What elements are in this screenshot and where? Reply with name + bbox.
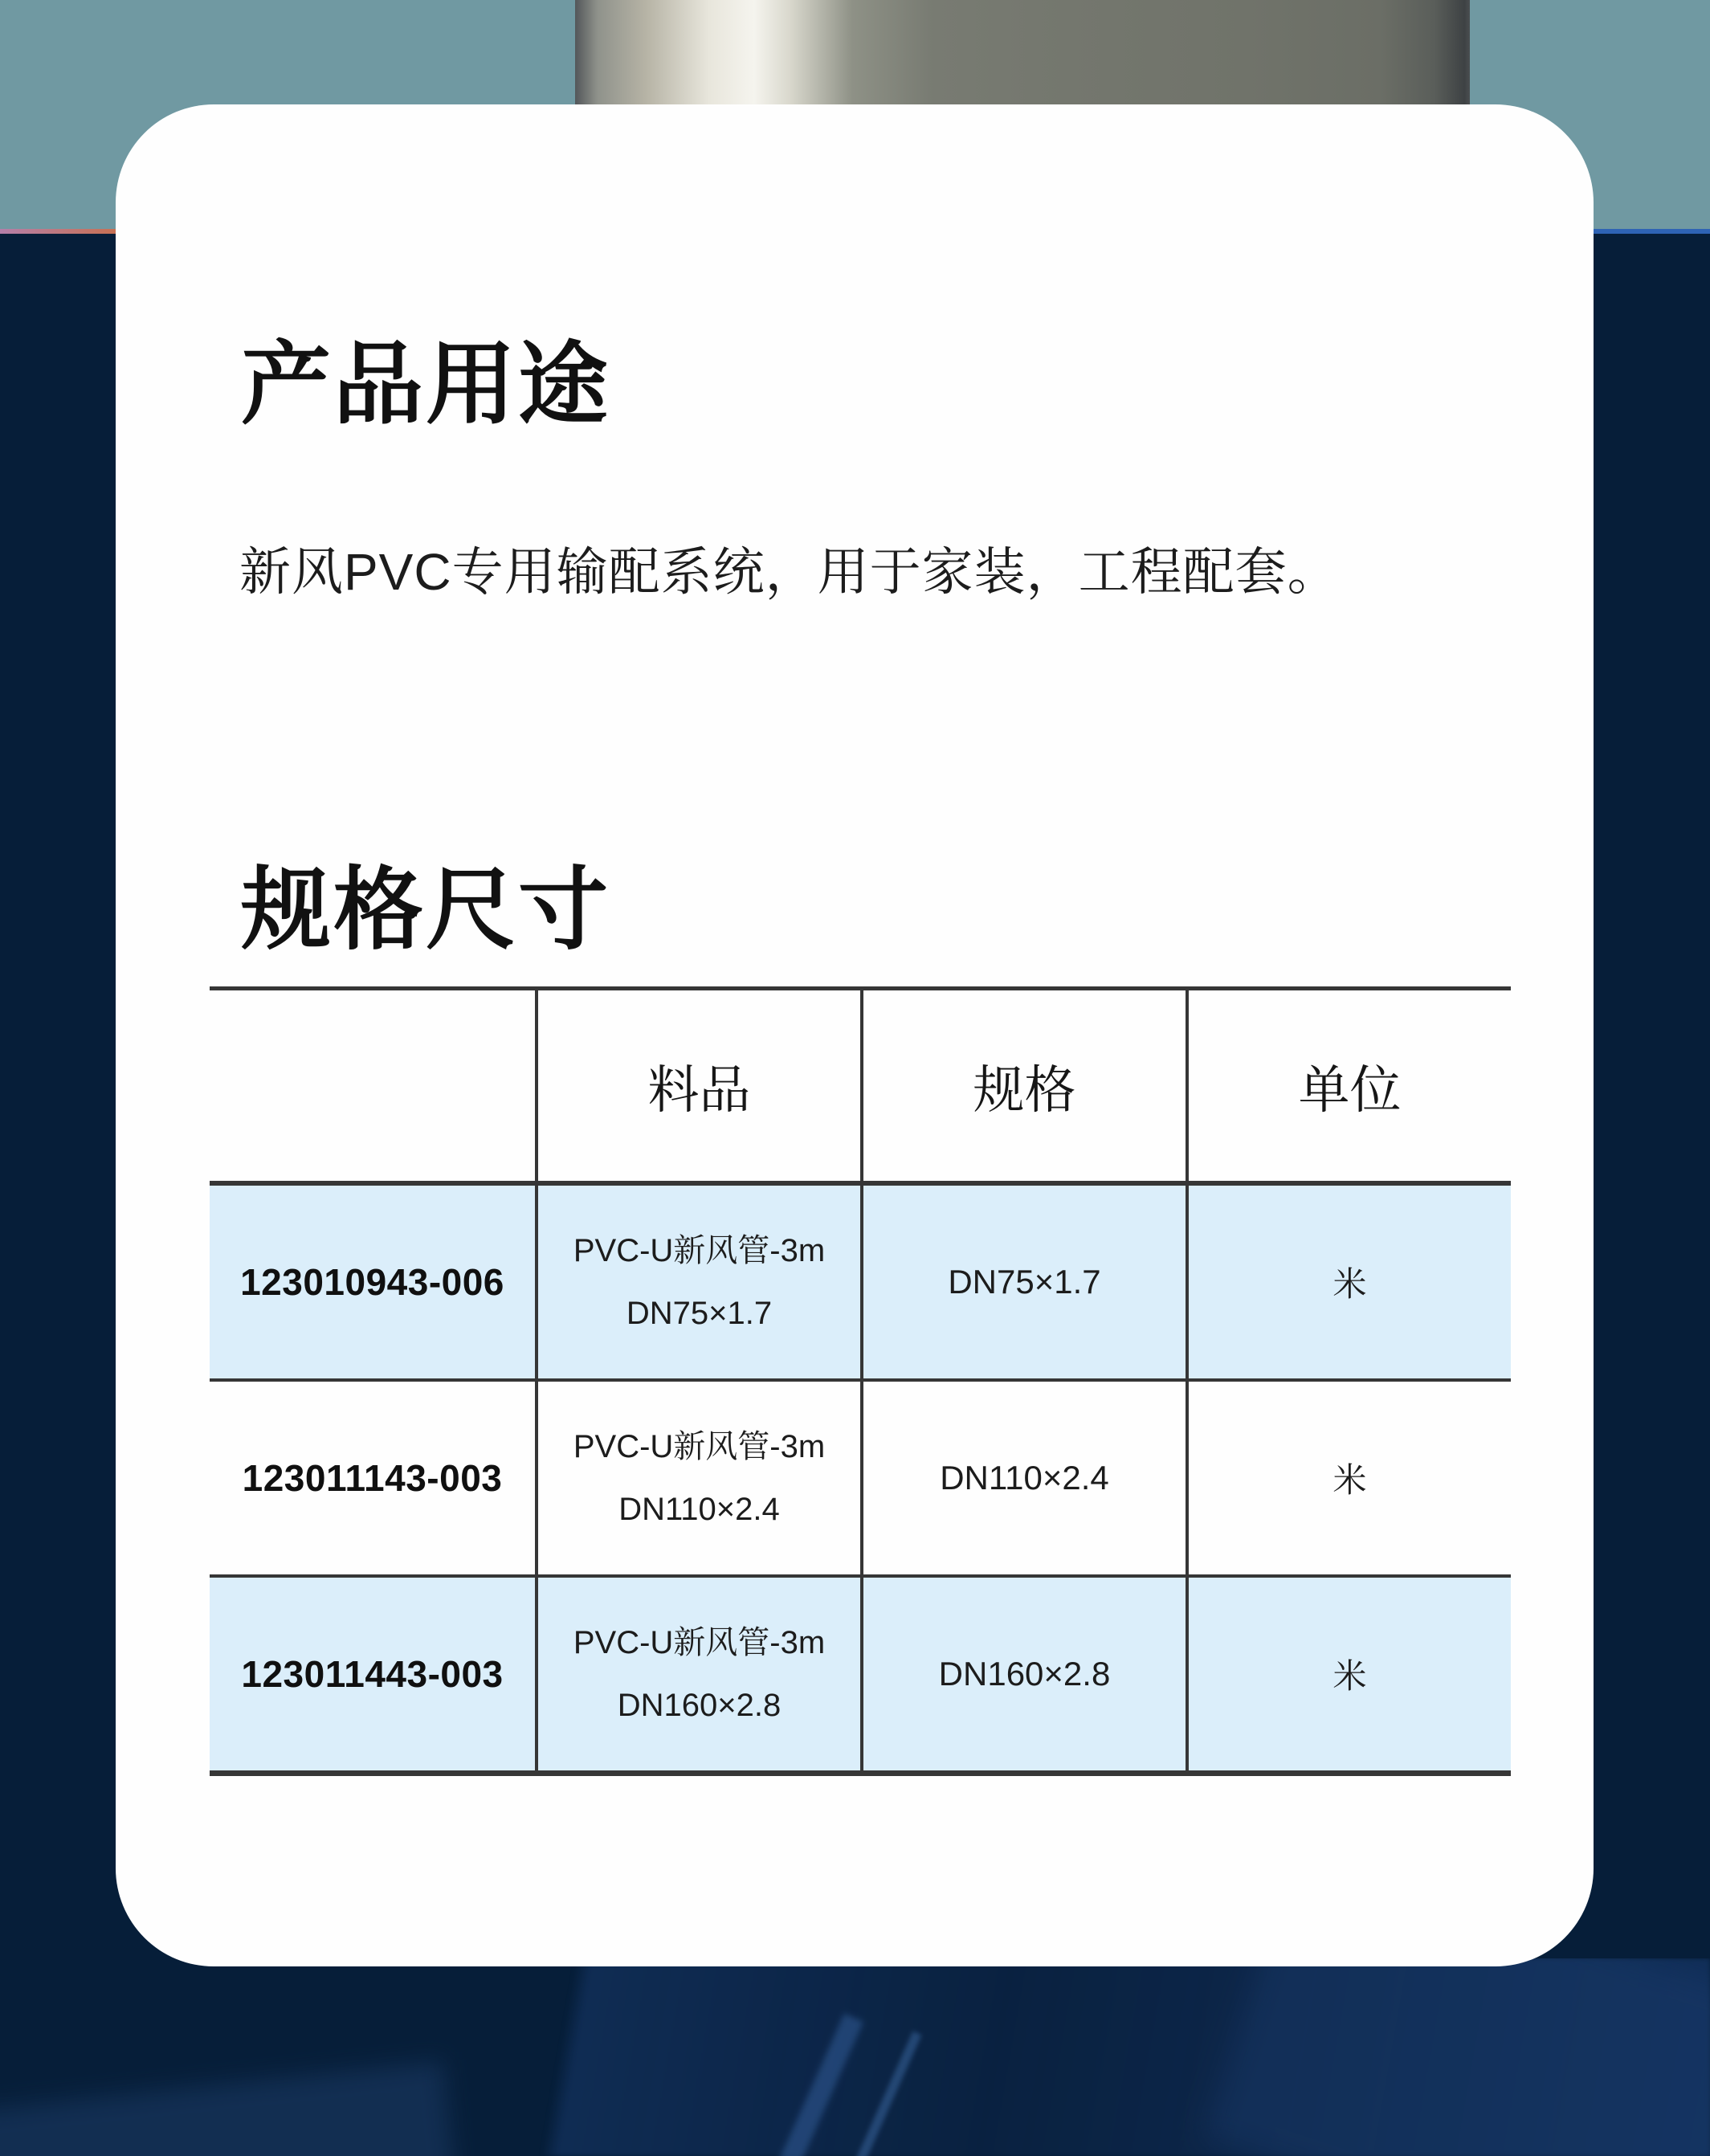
bottom-background-texture: [0, 1958, 1710, 2156]
table-row: [210, 1578, 1511, 1770]
row-product-line2: DN110×2.4: [618, 1492, 780, 1527]
row-code: 123010943-006: [240, 1261, 504, 1303]
usage-section-body: 新风PVC专用输配系统，用于家装，工程配套。: [239, 543, 1340, 601]
accent-divider-right: [1594, 229, 1710, 234]
spec-table: [210, 986, 1511, 1776]
table-header-cell-unit: 单位: [1186, 990, 1511, 1181]
row-unit: 米: [1186, 1186, 1511, 1378]
row-spec: DN75×1.7: [860, 1186, 1186, 1378]
table-header-cell-product: 料品: [535, 990, 860, 1181]
accent-divider-left: [0, 229, 122, 234]
table-header-cell-spec: 规格: [860, 990, 1186, 1181]
spec-section-title: 规格尺寸: [241, 860, 610, 961]
row-spec: DN110×2.4: [860, 1382, 1186, 1574]
row-product-line1: PVC-U新风管-3m: [573, 1625, 826, 1660]
row-product: [535, 1186, 860, 1378]
row-spec: DN160×2.8: [860, 1578, 1186, 1770]
row-product-line2: DN160×2.8: [617, 1688, 782, 1723]
row-code: 123011143-003: [242, 1457, 503, 1499]
row-unit: 米: [1186, 1578, 1511, 1770]
row-product-line1: PVC-U新风管-3m: [573, 1233, 826, 1268]
table-row: [210, 1382, 1511, 1578]
row-product: [535, 1382, 860, 1574]
table-header-cell-blank: [210, 990, 535, 1181]
row-product-line1: PVC-U新风管-3m: [573, 1429, 826, 1464]
row-product-line2: DN75×1.7: [626, 1296, 773, 1331]
texture-patch-right: [1203, 1958, 1710, 2156]
row-code: 123011443-003: [241, 1653, 504, 1695]
table-header-row: [210, 990, 1511, 1186]
row-unit: 米: [1186, 1382, 1511, 1574]
content-card: [116, 104, 1594, 1966]
usage-section-title: 产品用途: [241, 334, 610, 435]
table-row: [210, 1186, 1511, 1382]
row-product: [535, 1578, 860, 1770]
